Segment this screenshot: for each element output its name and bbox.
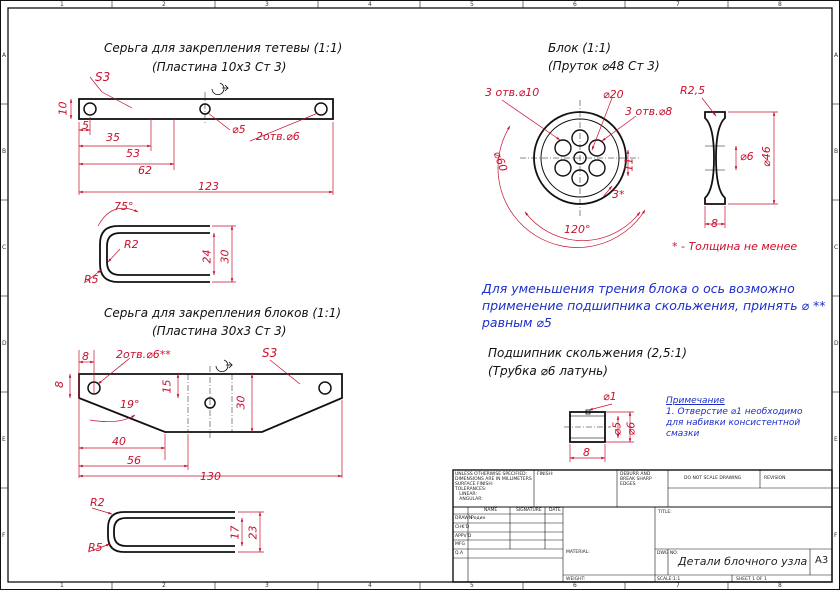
grid-col-3-bottom: 3 [265, 582, 269, 589]
grid-row-c-right: C [834, 244, 839, 251]
blocks-dim-40: 40 [112, 435, 126, 448]
blocks-bent-view [108, 512, 235, 552]
bowstring-dim-35: 35 [106, 131, 120, 144]
bowstring-angle-75: 75° [114, 200, 134, 213]
grid-col-2-bottom: 2 [162, 582, 166, 589]
tb-sheet: SHEET 1 OF 1 [736, 577, 767, 582]
grid-row-a: A [2, 52, 7, 59]
tb-row-checked: CHK'D [455, 525, 470, 530]
block-dim-11: 11 [622, 157, 636, 172]
grid-row-e-right: E [834, 436, 838, 443]
blocks-dim-8: 8 [82, 350, 89, 363]
tb-general-notes: UNLESS OTHERWISE SPECIFIED: DIMENSIONS ARE IN MILLIMETERS SURFACE FINISH: TOLERANCES: LINEAR: ANGULAR: [455, 472, 532, 502]
blocks-r5: R5 [88, 541, 103, 554]
block-dia-46: ⌀46 [759, 146, 773, 167]
bowstring-dim-53: 53 [126, 147, 140, 160]
block-holes-8: 3 отв.⌀8 [625, 105, 673, 118]
tb-weight: WEIGHT: [566, 577, 586, 582]
bearing-title: Подшипник скольжения (2,5:1) [488, 346, 687, 360]
bowstring-dim-5: 5 [82, 119, 89, 132]
bearing-dia-5: ⌀5 [610, 421, 624, 436]
bearing-note-body: 1. Отверстие ⌀1 необходимо для набивки консистентной смазки [666, 407, 803, 439]
grid-row-e: E [2, 436, 6, 443]
bowstring-dim-123: 123 [198, 180, 219, 193]
block-dia-6: ⌀6 [740, 150, 754, 163]
bowstring-material: (Пластина 10х3 Ст 3) [152, 60, 287, 74]
tb-material: MATERIAL: [566, 550, 590, 555]
bowstring-dim-24: 24 [200, 249, 214, 264]
grid-col-6: 6 [573, 1, 577, 8]
bowstring-hole-5: ⌀5 [232, 123, 246, 136]
blocks-dim-23: 23 [246, 525, 260, 540]
tb-name-hdr: NAME [484, 508, 498, 513]
grid-row-b-right: B [834, 148, 839, 155]
grid-col-7: 7 [676, 1, 680, 8]
block-dia-20: ⌀20 [603, 88, 624, 101]
tb-finish: FINISH: [537, 472, 554, 477]
tb-sheet-size: A3 [815, 555, 829, 566]
blocks-holes-6: 2отв.⌀6** [116, 348, 171, 361]
grid-col-1: 1 [60, 1, 64, 8]
bearing-material: (Трубка ⌀6 латунь) [488, 364, 608, 378]
tb-row-approved: APPV'D [455, 534, 472, 539]
grid-row-d: D [2, 340, 7, 347]
grid-col-8-bottom: 8 [778, 582, 782, 589]
bowstring-bent-view [100, 226, 210, 282]
bowstring-holes-6: 2отв.⌀6 [256, 130, 300, 143]
block-angle-120: 120° [564, 223, 591, 236]
blocks-angle-19: 19° [120, 398, 140, 411]
bowstring-height-10: 10 [56, 101, 70, 116]
tb-date-hdr: DATE [549, 508, 561, 513]
tb-revision: REVISION [764, 476, 786, 481]
grid-col-7-bottom: 7 [676, 582, 680, 589]
bowstring-r5: R5 [84, 273, 99, 286]
tb-signature-hdr: SIGNATURE [516, 508, 542, 513]
tb-dwg-no: DWG NO. [657, 551, 678, 556]
tb-title-label: TITLE: [658, 510, 672, 515]
tb-deburr: DEBURR AND BREAK SHARP EDGES [620, 472, 652, 487]
grid-row-f: F [2, 532, 6, 539]
bearing-dia-6: ⌀6 [624, 421, 638, 436]
block-r25: R2,5 [680, 84, 706, 97]
friction-note-line3: равным ⌀5 [482, 315, 552, 330]
blocks-earring-material: (Пластина 30х3 Ст 3) [152, 324, 287, 338]
blocks-dim-56: 56 [127, 454, 141, 467]
bowstring-dim-62: 62 [138, 164, 152, 177]
grid-row-d-right: D [834, 340, 839, 347]
blocks-dim-17: 17 [228, 525, 242, 540]
block-title: Блок (1:1) [548, 41, 611, 55]
block-side-view [705, 112, 725, 204]
bearing-dia-1: ⌀1 [603, 390, 617, 403]
bearing-note-head: Примечание [666, 396, 725, 406]
bowstring-title: Серьга для закрепления тетевы (1:1) [104, 41, 343, 55]
block-dia-60: ⌀60 [490, 149, 510, 174]
grid-row-a-right: A [834, 52, 839, 59]
grid-col-5-bottom: 5 [470, 582, 474, 589]
blocks-dim-30: 30 [234, 395, 248, 410]
grid-col-6-bottom: 6 [573, 582, 577, 589]
blocks-dim-130: 130 [200, 470, 221, 483]
grid-row-c: C [2, 244, 7, 251]
blocks-height-8: 8 [53, 381, 66, 388]
grid-col-3: 3 [265, 1, 269, 8]
blocks-plate-view [79, 360, 342, 440]
tb-drawing-title: Детали блочного узла [678, 555, 808, 568]
block-dim-3: 3* [612, 188, 625, 201]
blocks-plate-dims [70, 350, 342, 478]
grid-row-b: B [2, 148, 7, 155]
blocks-earring-title: Серьга для закрепления блоков (1:1) [104, 306, 342, 320]
bowstring-s3-label: S3 [95, 70, 111, 84]
tb-row-drawn: DRAWN [455, 516, 473, 521]
block-footnote: * - Толщина не менее [672, 240, 798, 253]
tb-row-qa: Q.A [455, 551, 464, 556]
tb-scale: SCALE:1:1 [657, 577, 681, 582]
friction-note-line1: Для уменьшения трения блока о ось возможно [482, 281, 795, 296]
block-material: (Пруток ⌀48 Ст 3) [548, 59, 660, 73]
grid-col-4-bottom: 4 [368, 582, 372, 589]
grid-col-4: 4 [368, 1, 372, 8]
grid-row-f-right: F [834, 532, 838, 539]
friction-note-line2: применение подшипника скольжения, принять ⌀ ** [482, 298, 826, 313]
blocks-dim-15: 15 [160, 379, 174, 394]
bearing-view [564, 410, 611, 442]
tb-drawn-by: Родин [471, 516, 486, 521]
blocks-r2: R2 [90, 496, 105, 509]
grid-col-1-bottom: 1 [60, 582, 64, 589]
tb-row-mfg: MFG [455, 542, 465, 547]
bowstring-dim-30: 30 [218, 249, 232, 264]
blocks-s3-label: S3 [262, 346, 278, 360]
bearing-dim-8: 8 [583, 446, 590, 459]
bowstring-plate-view [79, 83, 333, 125]
grid-col-8: 8 [778, 1, 782, 8]
grid-col-5: 5 [470, 1, 474, 8]
tb-do-not-scale: DO NOT SCALE DRAWING [684, 476, 742, 481]
block-holes-10: 3 отв.⌀10 [485, 86, 540, 99]
grid-col-2: 2 [162, 1, 166, 8]
block-dim-8: 8 [711, 217, 718, 230]
bowstring-r2: R2 [124, 238, 139, 251]
